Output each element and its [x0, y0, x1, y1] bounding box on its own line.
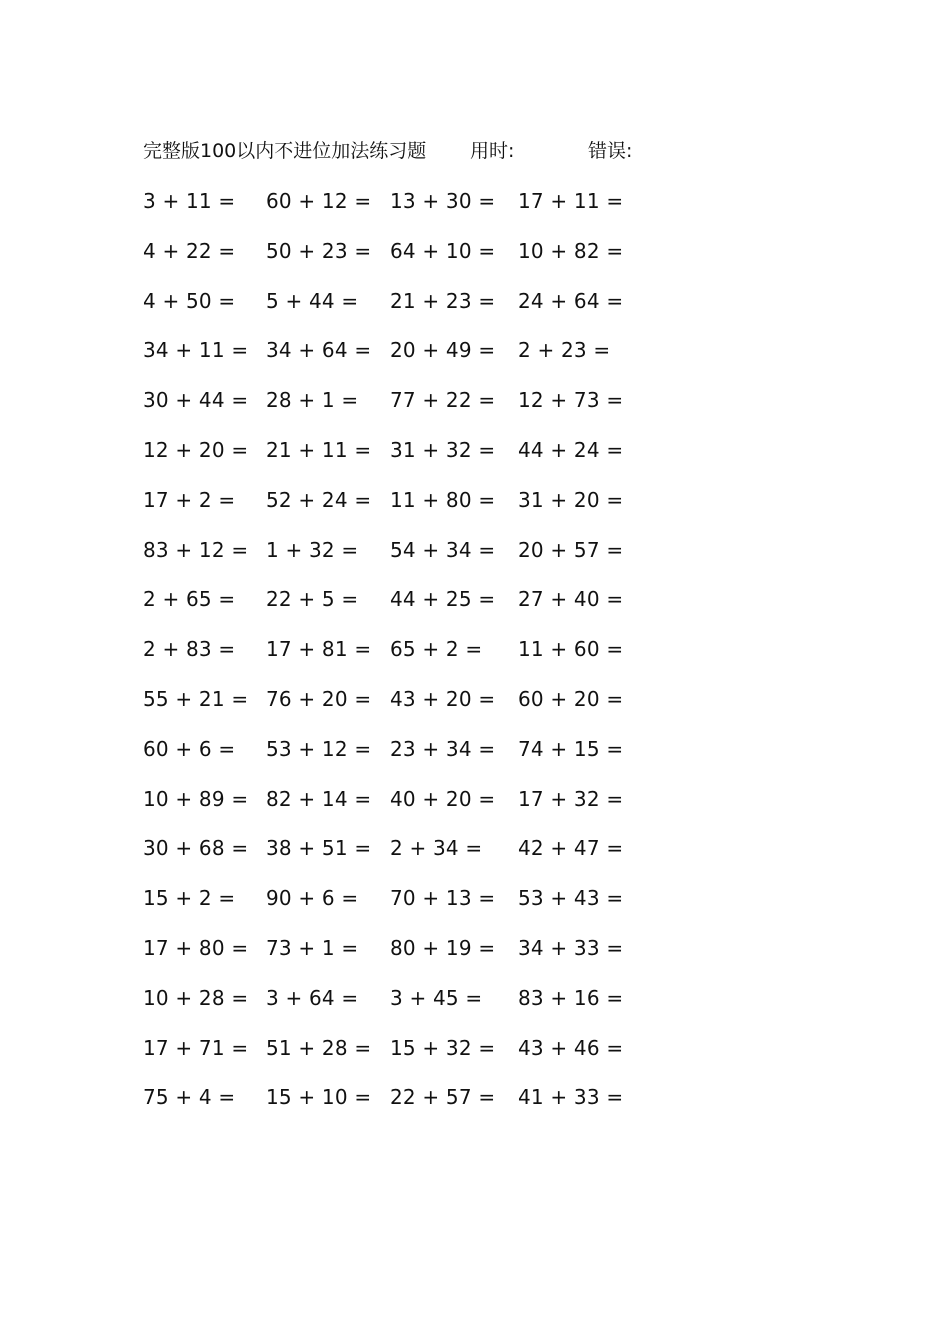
problem-item: 65 + 2 =: [390, 637, 483, 662]
problem-item: 44 + 25 =: [390, 587, 496, 612]
problem-item: 2 + 23 =: [518, 338, 611, 363]
problem-item: 41 + 33 =: [518, 1085, 624, 1110]
problem-item: 17 + 2 =: [143, 487, 236, 512]
problem-item: 76 + 20 =: [266, 687, 372, 711]
problem-item: 77 + 22 =: [390, 388, 496, 413]
problem-row: [0, 236, 950, 266]
problem-row: [0, 435, 950, 465]
problem-row: [0, 933, 950, 963]
problem-item: 51 + 28 =: [266, 1035, 372, 1060]
errors-label: 错误:: [588, 140, 633, 162]
problem-item: 21 + 11 =: [266, 438, 372, 462]
problem-item: 31 + 32 =: [390, 438, 496, 462]
problem-item: 28 + 1 =: [266, 388, 359, 413]
problem-item: 22 + 5 =: [266, 587, 359, 612]
problem-row: [0, 584, 950, 614]
problem-item: 17 + 81 =: [266, 637, 372, 662]
problem-item: 83 + 12 =: [143, 537, 249, 562]
problem-item: 38 + 51 =: [266, 836, 372, 861]
problem-item: 10 + 82 =: [518, 238, 624, 263]
problem-item: 74 + 15 =: [518, 736, 624, 761]
problem-item: 17 + 32 =: [518, 786, 624, 811]
problem-item: 54 + 34 =: [390, 537, 496, 562]
problem-item: 3 + 64 =: [266, 985, 359, 1010]
problem-item: 42 + 47 =: [518, 836, 624, 861]
problem-item: 4 + 22 =: [143, 238, 236, 263]
problem-item: 1 + 32 =: [266, 537, 359, 562]
problem-row: [0, 186, 950, 216]
problem-item: 12 + 20 =: [143, 438, 249, 462]
problem-item: 4 + 50 =: [143, 288, 236, 313]
problem-item: 55 + 21 =: [143, 687, 249, 711]
problem-item: 70 + 13 =: [390, 886, 496, 911]
problem-item: 60 + 12 =: [266, 189, 372, 213]
problem-item: 34 + 33 =: [518, 936, 624, 960]
problem-item: 40 + 20 =: [390, 786, 496, 811]
problem-item: 17 + 71 =: [143, 1035, 249, 1060]
problem-item: 11 + 60 =: [518, 637, 624, 662]
problem-item: 80 + 19 =: [390, 936, 496, 960]
problem-item: 53 + 43 =: [518, 886, 624, 911]
problem-item: 10 + 89 =: [143, 786, 249, 811]
problem-item: 2 + 83 =: [143, 637, 236, 662]
problem-item: 90 + 6 =: [266, 886, 359, 911]
problem-row: [0, 684, 950, 714]
problem-item: 34 + 11 =: [143, 338, 249, 363]
problem-item: 73 + 1 =: [266, 936, 359, 960]
problem-item: 17 + 80 =: [143, 936, 249, 960]
problem-row: [0, 1082, 950, 1112]
problem-item: 15 + 32 =: [390, 1035, 496, 1060]
problem-row: [0, 833, 950, 863]
problem-item: 30 + 44 =: [143, 388, 249, 413]
problem-item: 23 + 34 =: [390, 736, 496, 761]
problem-row: [0, 634, 950, 664]
problem-item: 64 + 10 =: [390, 238, 496, 263]
problem-item: 44 + 24 =: [518, 438, 624, 462]
problem-item: 10 + 28 =: [143, 985, 249, 1010]
problem-row: [0, 385, 950, 415]
problem-item: 50 + 23 =: [266, 238, 372, 263]
problem-item: 2 + 34 =: [390, 836, 483, 861]
problem-item: 17 + 11 =: [518, 189, 624, 213]
problem-item: 3 + 11 =: [143, 189, 236, 213]
problem-item: 60 + 6 =: [143, 736, 236, 761]
problem-item: 11 + 80 =: [390, 487, 496, 512]
problem-item: 22 + 57 =: [390, 1085, 496, 1110]
problem-item: 15 + 2 =: [143, 886, 236, 911]
problem-item: 13 + 30 =: [390, 189, 496, 213]
problem-item: 60 + 20 =: [518, 687, 624, 711]
problem-item: 43 + 20 =: [390, 687, 496, 711]
problem-item: 20 + 57 =: [518, 537, 624, 562]
problem-item: 5 + 44 =: [266, 288, 359, 313]
problem-item: 31 + 20 =: [518, 487, 624, 512]
problem-row: [0, 335, 950, 365]
problem-item: 34 + 64 =: [266, 338, 372, 363]
problem-item: 52 + 24 =: [266, 487, 372, 512]
problem-item: 24 + 64 =: [518, 288, 624, 313]
problem-item: 2 + 65 =: [143, 587, 236, 612]
time-used-label: 用时:: [470, 140, 515, 162]
worksheet-title: 完整版100以内不进位加法练习题: [143, 140, 427, 162]
problem-item: 53 + 12 =: [266, 736, 372, 761]
problem-row: [0, 535, 950, 565]
problem-row: [0, 485, 950, 515]
problem-item: 12 + 73 =: [518, 388, 624, 413]
problem-item: 75 + 4 =: [143, 1085, 236, 1110]
problem-row: [0, 286, 950, 316]
problem-row: [0, 784, 950, 814]
problem-item: 20 + 49 =: [390, 338, 496, 363]
problem-row: [0, 1033, 950, 1063]
problem-row: [0, 983, 950, 1013]
problem-item: 82 + 14 =: [266, 786, 372, 811]
problem-item: 15 + 10 =: [266, 1085, 372, 1110]
problem-item: 83 + 16 =: [518, 985, 624, 1010]
problem-row: [0, 734, 950, 764]
problem-item: 21 + 23 =: [390, 288, 496, 313]
problem-row: [0, 883, 950, 913]
problem-item: 3 + 45 =: [390, 985, 483, 1010]
problem-item: 43 + 46 =: [518, 1035, 624, 1060]
problem-item: 30 + 68 =: [143, 836, 249, 861]
problem-item: 27 + 40 =: [518, 587, 624, 612]
